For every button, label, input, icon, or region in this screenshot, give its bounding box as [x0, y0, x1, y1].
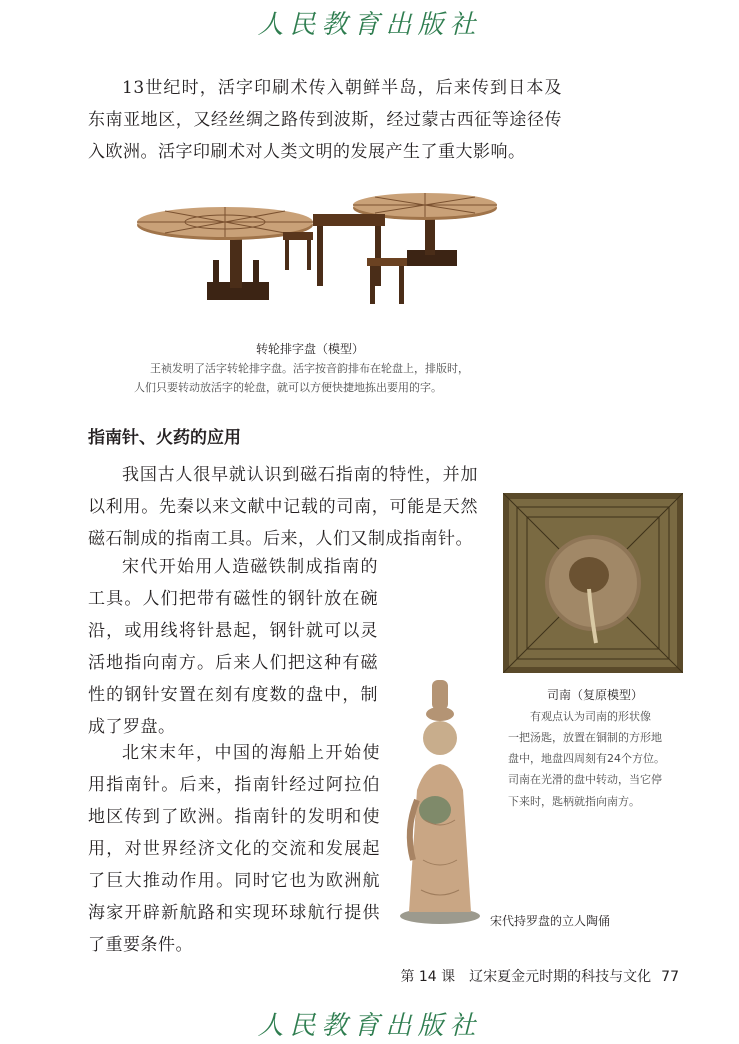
- wheel-figure-title: 转轮排字盘（模型）: [255, 342, 364, 356]
- sinan-image: [503, 493, 683, 673]
- paragraph-1: 我国古人很早就认识到磁石指南的特性，并加以利用。先秦以来文献中记载的司南，可能是天然磁石制成的指南工具。后来，人们又制成指南针。: [88, 465, 478, 549]
- figurine-image: [395, 680, 485, 925]
- sinan-caption-line5: 下来时，匙柄就指向南方。: [508, 795, 640, 808]
- intro-paragraph: 13世纪时，活字印刷术传入朝鲜半岛，后来传到日本及东南亚地区，又经丝绸之路传到波斯，经过蒙古西征等途径传入欧洲。活字印刷术对人类文明的发展产生了重大影响。: [88, 78, 562, 162]
- publisher-logo-top: 人民教育出版社: [257, 10, 482, 40]
- sinan-caption-line4: 司南在光滑的盘中转动，当它停: [508, 773, 662, 786]
- sinan-figure-title: 司南（复原模型）: [546, 688, 643, 702]
- wheel-typesetting-image: [135, 190, 505, 310]
- wheel-figure-caption-line1: 王祯发明了活字转轮排字盘。活字按音韵排布在轮盘上，排版时，: [150, 362, 469, 375]
- sinan-caption-line3: 盘中，地盘四周刻有24个方位。: [508, 752, 665, 765]
- paragraph-3: 北宋末年，中国的海船上开始使用指南针。后来，指南针经过阿拉伯地区传到了欧洲。指南针的发明和使用，对世界经济文化的交流和发展起了巨大推动作用。同时它也为欧洲航海家开辟新航路和实现环球航行提供了重要条件。: [88, 743, 380, 955]
- section-heading: 指南针、火药的应用: [88, 428, 241, 448]
- page-number: 77: [661, 969, 679, 985]
- footer-lesson-title: 第 14 课 辽宋夏金元时期的科技与文化: [400, 969, 652, 985]
- paragraph-2: 宋代开始用人造磁铁制成指南的工具。人们把带有磁性的钢针放在碗沿，或用线将针悬起，钢针就可以灵活地指向南方。后来人们把这种有磁性的钢针安置在刻有度数的盘中，制成了罗盘。: [88, 557, 378, 737]
- page-footer: [400, 966, 679, 986]
- wheel-figure-caption-line2: 人们只要转动放活字的轮盘，就可以方便快捷地拣出要用的字。: [134, 381, 442, 394]
- publisher-logo-bottom: 人民教育出版社: [257, 1011, 482, 1041]
- figurine-figure-title: 宋代持罗盘的立人陶俑: [490, 914, 611, 928]
- sinan-caption-line1: 有观点认为司南的形状像: [530, 710, 651, 723]
- sinan-caption-line2: 一把汤匙，放置在铜制的方形地: [508, 731, 662, 744]
